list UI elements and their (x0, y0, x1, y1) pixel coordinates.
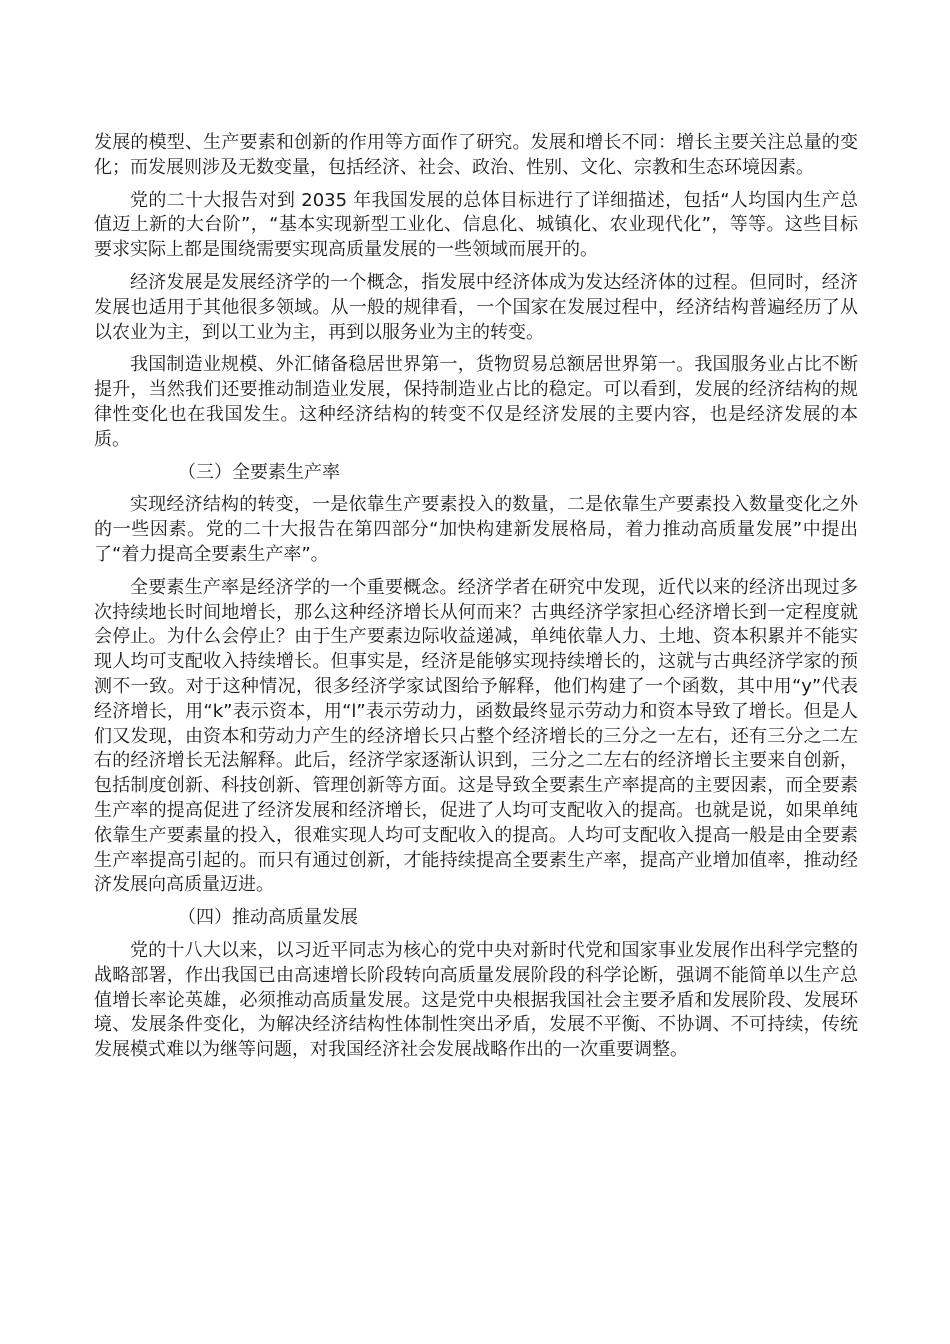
paragraph: 发展的模型、生产要素和创新的作用等方面作了研究。发展和增长不同：增长主要关注总量的变化；而发展则涉及无数变量，包括经济、社会、政治、性别、文化、宗教和生态环境因素。 (94, 132, 858, 178)
paragraph: 我国制造业规模、外汇储备稳居世界第一，货物贸易总额居世界第一。我国服务业占比不断提升，当然我们还要推动制造业发展，保持制造业占比的稳定。可以看到，发展的经济结构的规律性变化也在我国发生。这种经济结构的转变不仅是经济发展的主要内容，也是经济发展的本质。 (94, 354, 858, 450)
document-body (94, 131, 858, 1071)
section-heading-3: （三）全要素生产率 (178, 461, 340, 483)
paragraph: 经济发展是发展经济学的一个概念，指发展中经济体成为发达经济体的过程。但同时，经济发展也适用于其他很多领域。从一般的规律看，一个国家在发展过程中，经济结构普遍经历了从以农业为主，到以工业为主，再到以服务业为主的转变。 (94, 271, 858, 343)
paragraph: 党的十八大以来，以习近平同志为核心的党中央对新时代党和国家事业发展作出科学完整的战略部署，作出我国已由高速增长阶段转向高质量发展阶段的科学论断，强调不能简单以生产总值增长率论英雄，必须推动高质量发展。这是党中央根据我国社会主要矛盾和发展阶段、发展环境、发展条件变化，为解决经济结构性体制性突出矛盾，发展不平衡、不协调、不可持续，传统发展模式难以为继等问题，对我国经济社会发展战略作出的一次重要调整。 (94, 939, 858, 1061)
paragraph: 实现经济结构的转变，一是依靠生产要素投入的数量，二是依靠生产要素投入数量变化之外的一些因素。党的二十大报告在第四部分“加快构建新发展格局，着力推动高质量发展”中提出了“着力提高全要素生产率”。 (94, 494, 858, 565)
section-heading-4: （四）推动高质量发展 (178, 907, 358, 929)
paragraph: 党的二十大报告对到 2035 年我国发展的总体目标进行了详细描述，包括“人均国内生产总值迈上新的大台阶”，“基本实现新型工业化、信息化、城镇化、农业现代化”，等等。这些目标要求实际上都是围绕需要实现高质量发展的一些领域而展开的。 (94, 189, 858, 261)
paragraph: 全要素生产率是经济学的一个重要概念。经济学者在研究中发现，近代以来的经济出现过多次持续地长时间地增长，那么这种经济增长从何而来？古典经济学家担心经济增长到一定程度就会停止。为什么会停止？由于生产要素边际收益递减，单纯依靠人力、土地、资本积累并不能实现人均可支配收入持续增长。但事实是，经济是能够实现持续增长的，这就与古典经济学家的预测不一致。对于这种情况，很多经济学家试图给予解释，他们构建了一个函数，其中用“y”代表经济增长，用“k”表示资本，用“l”表示劳动力，函数最终显示劳动力和资本导致了增长。但是人们又发现，由资本和劳动力产生的经济增长只占整个经济增长的三分之一左右，还有三分之二左右的经济增长无法解释。此后，经济学家逐渐认识到，三分之二左右的经济增长主要来自创新，包括制度创新、科技创新、管理创新等方面。这是导致全要素生产率提高的主要因素，而全要素生产率的提高促进了经济发展和经济增长，促进了人均可支配收入的提高。也就是说，如果单纯依靠生产要素量的投入，很难实现人均可支配收入的提高。人均可支配收入提高一般是由全要素生产率提高引起的。而只有通过创新，才能持续提高全要素生产率，提高产业增加值率，推动经济发展向高质量迈进。 (94, 576, 858, 896)
